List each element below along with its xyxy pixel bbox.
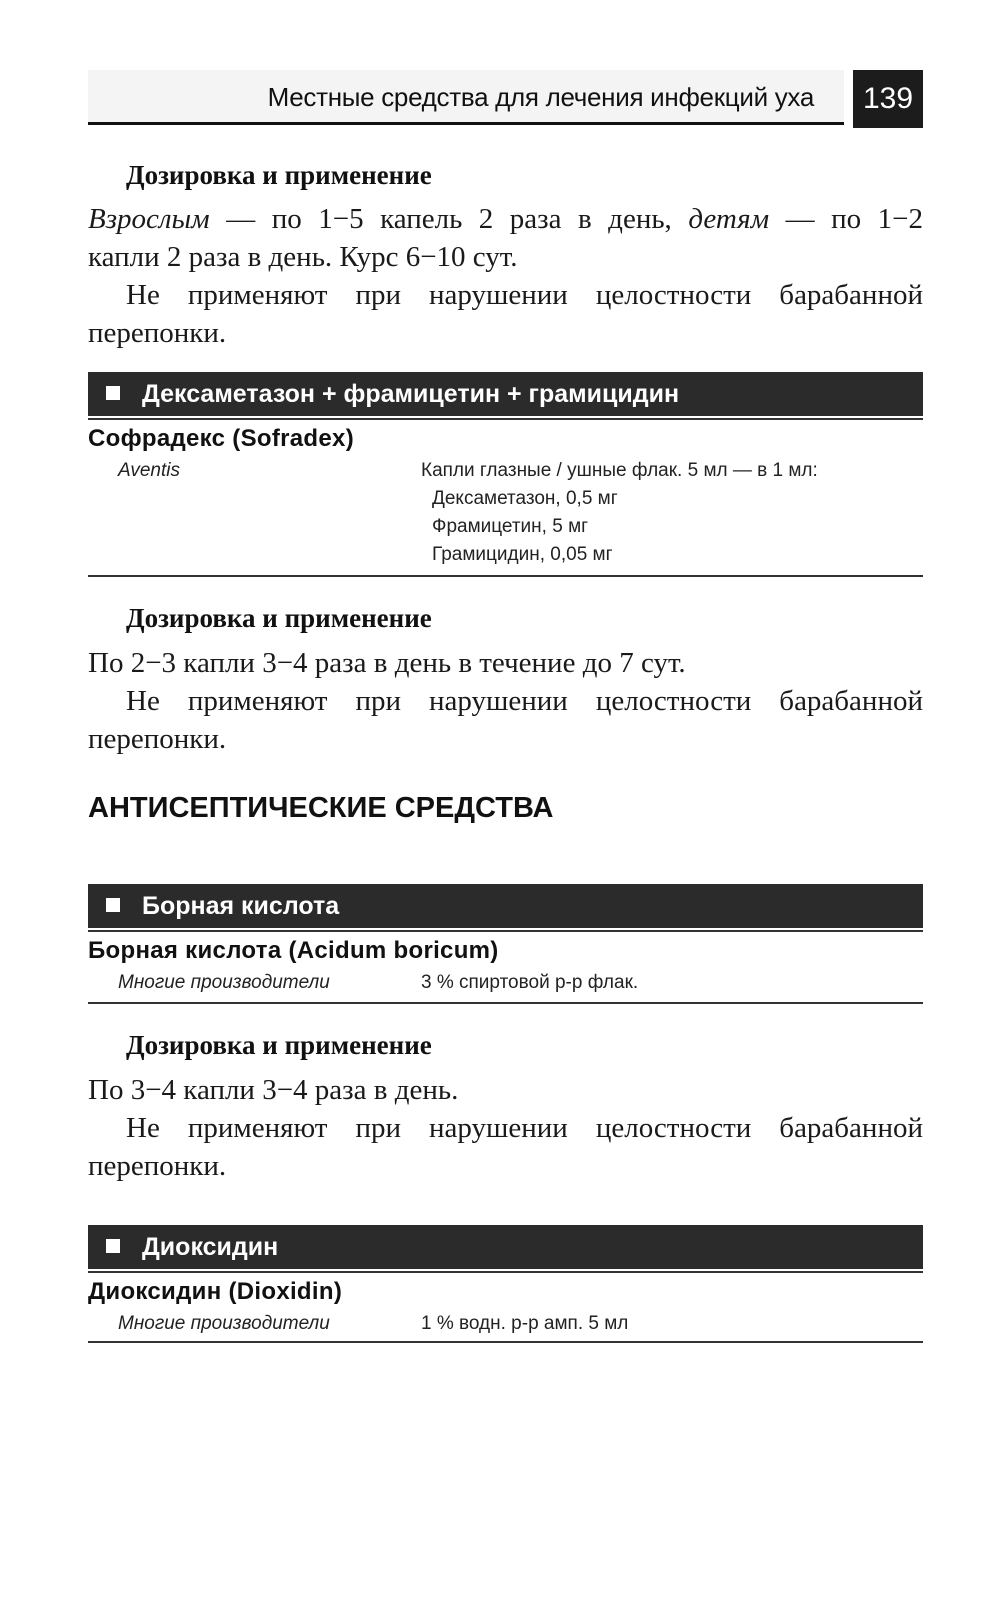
dosage-form: 3 % спиртовой р-р флак.: [421, 972, 639, 993]
square-bullet-icon: [106, 386, 120, 400]
divider: [88, 1271, 923, 1273]
square-bullet-icon: [106, 1239, 120, 1253]
contraindication-line1: Не применяют при нарушении целостности барабанной: [126, 1112, 923, 1144]
divider: [88, 1341, 923, 1343]
divider: [88, 418, 923, 420]
composition-item: Фрамицетин, 5 мг: [432, 516, 589, 537]
divider: [88, 575, 923, 577]
drug-name: Борная кислота (Acidum boricum): [88, 937, 499, 964]
dosage-paragraph: По 2−3 капли 3−4 раза в день в течение до 7 сут.: [88, 647, 686, 679]
contraindication-line2: перепонки.: [88, 1150, 227, 1182]
dosage-subheading: Дозировка и применение: [126, 603, 432, 633]
contraindication-paragraph: [88, 276, 923, 352]
contraindication-line1: Не применяют при нарушении целостности барабанной: [126, 279, 923, 311]
dosage-form: Капли глазные / ушные флак. 5 мл — в 1 мл:: [421, 460, 818, 481]
adults-dose: — по 1−5 капель 2 раза в день,: [209, 203, 689, 235]
running-title: Местные средства для лечения инфекций уха: [267, 82, 814, 112]
manufacturer: Многие производители: [118, 1313, 330, 1334]
manufacturer: Многие производители: [118, 972, 330, 993]
contraindication-paragraph: [88, 682, 923, 758]
dosage-subheading: Дозировка и применение: [126, 160, 432, 190]
contraindication-line1: Не применяют при нарушении целостности барабанной: [126, 685, 923, 717]
composition-item: Дексаметазон, 0,5 мг: [432, 488, 618, 509]
running-header: [88, 70, 923, 128]
divider: [88, 1002, 923, 1004]
section-title: Диоксидин: [142, 1233, 279, 1261]
dosage-paragraph: По 3−4 капли 3−4 раза в день.: [88, 1074, 459, 1106]
contraindication-paragraph: [88, 1109, 923, 1185]
section-bar: [88, 884, 923, 928]
section-title: Борная кислота: [142, 892, 340, 920]
dosage-paragraph: [88, 200, 923, 276]
composition-item: Грамицидин, 0,05 мг: [432, 544, 613, 565]
dosage-line2: капли 2 раза в день. Курс 6−10 сут.: [88, 241, 518, 273]
section-bar: [88, 372, 923, 416]
manufacturer: Aventis: [118, 460, 180, 481]
adults-label: Взрослым: [88, 203, 210, 235]
dosage-form: 1 % водн. р-р амп. 5 мл: [421, 1313, 629, 1334]
divider: [88, 930, 923, 932]
children-dose: — по 1−2: [769, 203, 923, 235]
page-number: 139: [853, 70, 923, 128]
contraindication-line2: перепонки.: [88, 317, 227, 349]
header-bar: [88, 70, 844, 125]
dosage-subheading: Дозировка и применение: [126, 1030, 432, 1060]
drug-name: Софрадекс (Sofradex): [88, 425, 354, 452]
square-bullet-icon: [106, 898, 120, 912]
drug-name: Диоксидин (Dioxidin): [88, 1278, 343, 1305]
children-label: детям: [688, 203, 770, 235]
section-title: Дексаметазон + фрамицетин + грамицидин: [142, 380, 680, 408]
contraindication-line2: перепонки.: [88, 723, 227, 755]
section-bar: [88, 1225, 923, 1269]
chapter-heading: АНТИСЕПТИЧЕСКИЕ СРЕДСТВА: [88, 792, 554, 824]
